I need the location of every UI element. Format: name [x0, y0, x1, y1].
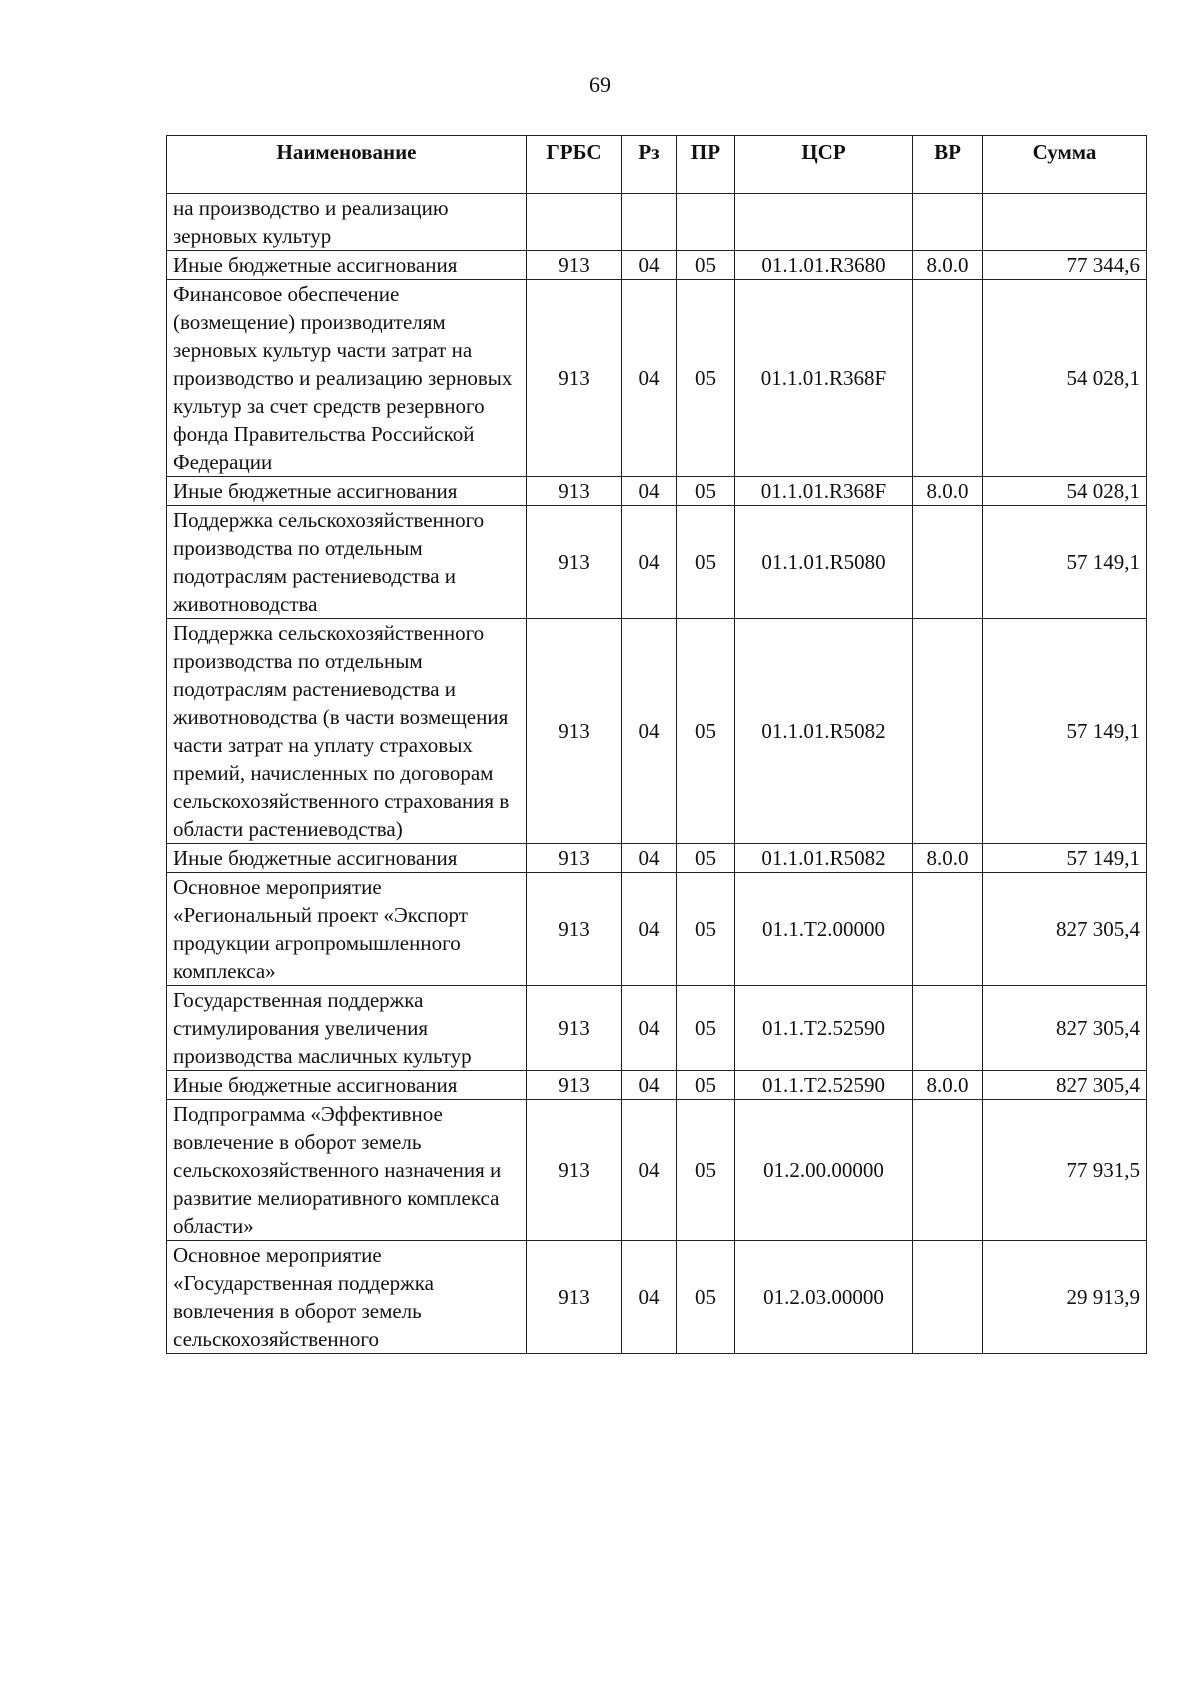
cell-vr	[913, 873, 983, 986]
cell-grbs: 913	[527, 844, 622, 873]
cell-sum: 827 305,4	[983, 986, 1147, 1071]
table-row	[167, 506, 1147, 619]
table-row	[167, 986, 1147, 1071]
cell-name: Иные бюджетные ассигнования	[167, 1071, 527, 1100]
cell-grbs	[527, 194, 622, 251]
cell-vr: 8.0.0	[913, 844, 983, 873]
cell-grbs: 913	[527, 477, 622, 506]
budget-table	[166, 135, 1147, 1354]
cell-name: Основное мероприятие «Региональный проект «Экспорт продукции агропромышленного комплекса»	[167, 873, 527, 986]
cell-rz: 04	[622, 844, 677, 873]
cell-rz: 04	[622, 986, 677, 1071]
cell-sum: 57 149,1	[983, 844, 1147, 873]
cell-rz: 04	[622, 506, 677, 619]
cell-vr	[913, 1241, 983, 1354]
header-grbs: ГРБС	[527, 136, 622, 194]
cell-name: Иные бюджетные ассигнования	[167, 844, 527, 873]
cell-sum: 57 149,1	[983, 506, 1147, 619]
cell-name: Финансовое обеспечение (возмещение) производителям зерновых культур части затрат на производство и реализацию зерновых культур за счет средств резервного фонда Правительства Российской Федерации	[167, 280, 527, 477]
cell-grbs: 913	[527, 251, 622, 280]
cell-csr: 01.1.T2.00000	[735, 873, 913, 986]
table-row	[167, 619, 1147, 844]
cell-name: Подпрограмма «Эффективное вовлечение в оборот земель сельскохозяйственного назначения и развитие мелиоративного комплекса области»	[167, 1100, 527, 1241]
cell-grbs: 913	[527, 873, 622, 986]
cell-vr: 8.0.0	[913, 477, 983, 506]
cell-grbs: 913	[527, 1241, 622, 1354]
cell-pr: 05	[677, 1241, 735, 1354]
cell-pr: 05	[677, 506, 735, 619]
table-row	[167, 873, 1147, 986]
cell-sum: 54 028,1	[983, 477, 1147, 506]
page-number: 69	[589, 72, 611, 97]
table-row	[167, 477, 1147, 506]
table-row	[167, 1241, 1147, 1354]
cell-pr: 05	[677, 477, 735, 506]
cell-vr	[913, 194, 983, 251]
cell-sum	[983, 194, 1147, 251]
cell-pr: 05	[677, 280, 735, 477]
table-row	[167, 1100, 1147, 1241]
cell-sum: 29 913,9	[983, 1241, 1147, 1354]
table-row	[167, 844, 1147, 873]
cell-name: Поддержка сельскохозяйственного производства по отдельным подотраслям растениеводства и животноводства (в части возмещения части затрат на уплату страховых премий, начисленных по договорам сельскохозяйственного страхования в области растениеводства)	[167, 619, 527, 844]
cell-rz: 04	[622, 1241, 677, 1354]
cell-rz: 04	[622, 1071, 677, 1100]
cell-csr: 01.2.03.00000	[735, 1241, 913, 1354]
table-header-row	[167, 136, 1147, 194]
cell-pr: 05	[677, 986, 735, 1071]
cell-vr: 8.0.0	[913, 251, 983, 280]
cell-sum: 54 028,1	[983, 280, 1147, 477]
cell-name: Поддержка сельскохозяйственного производства по отдельным подотраслям растениеводства и животноводства	[167, 506, 527, 619]
cell-csr: 01.1.T2.52590	[735, 986, 913, 1071]
cell-pr: 05	[677, 1071, 735, 1100]
cell-name: Иные бюджетные ассигнования	[167, 251, 527, 280]
cell-vr	[913, 506, 983, 619]
cell-rz	[622, 194, 677, 251]
header-vr: ВР	[913, 136, 983, 194]
cell-rz: 04	[622, 280, 677, 477]
table-row	[167, 280, 1147, 477]
table-row	[167, 194, 1147, 251]
cell-name: на производство и реализацию зерновых культур	[167, 194, 527, 251]
cell-rz: 04	[622, 873, 677, 986]
cell-rz: 04	[622, 1100, 677, 1241]
table-row	[167, 251, 1147, 280]
cell-csr: 01.1.01.R3680	[735, 251, 913, 280]
cell-pr	[677, 194, 735, 251]
header-csr: ЦСР	[735, 136, 913, 194]
cell-rz: 04	[622, 477, 677, 506]
cell-grbs: 913	[527, 280, 622, 477]
header-rz: Рз	[622, 136, 677, 194]
cell-sum: 77 344,6	[983, 251, 1147, 280]
header-pr: ПР	[677, 136, 735, 194]
cell-pr: 05	[677, 619, 735, 844]
cell-grbs: 913	[527, 619, 622, 844]
cell-csr: 01.1.T2.52590	[735, 1071, 913, 1100]
cell-vr	[913, 1100, 983, 1241]
cell-grbs: 913	[527, 986, 622, 1071]
cell-csr	[735, 194, 913, 251]
cell-name: Государственная поддержка стимулирования увеличения производства масличных культур	[167, 986, 527, 1071]
cell-sum: 57 149,1	[983, 619, 1147, 844]
cell-csr: 01.2.00.00000	[735, 1100, 913, 1241]
cell-vr	[913, 986, 983, 1071]
cell-sum: 827 305,4	[983, 1071, 1147, 1100]
table-row	[167, 1071, 1147, 1100]
cell-csr: 01.1.01.R5082	[735, 619, 913, 844]
cell-sum: 827 305,4	[983, 873, 1147, 986]
cell-sum: 77 931,5	[983, 1100, 1147, 1241]
cell-vr	[913, 280, 983, 477]
header-sum: Сумма	[983, 136, 1147, 194]
cell-csr: 01.1.01.R368F	[735, 477, 913, 506]
cell-rz: 04	[622, 619, 677, 844]
cell-pr: 05	[677, 844, 735, 873]
cell-pr: 05	[677, 1100, 735, 1241]
header-name: Наименование	[167, 136, 527, 194]
cell-vr: 8.0.0	[913, 1071, 983, 1100]
cell-csr: 01.1.01.R5080	[735, 506, 913, 619]
cell-csr: 01.1.01.R5082	[735, 844, 913, 873]
cell-vr	[913, 619, 983, 844]
cell-csr: 01.1.01.R368F	[735, 280, 913, 477]
cell-name: Иные бюджетные ассигнования	[167, 477, 527, 506]
cell-grbs: 913	[527, 506, 622, 619]
cell-grbs: 913	[527, 1100, 622, 1241]
cell-pr: 05	[677, 873, 735, 986]
cell-rz: 04	[622, 251, 677, 280]
cell-name: Основное мероприятие «Государственная поддержка вовлечения в оборот земель сельскохозяйственного	[167, 1241, 527, 1354]
cell-grbs: 913	[527, 1071, 622, 1100]
cell-pr: 05	[677, 251, 735, 280]
